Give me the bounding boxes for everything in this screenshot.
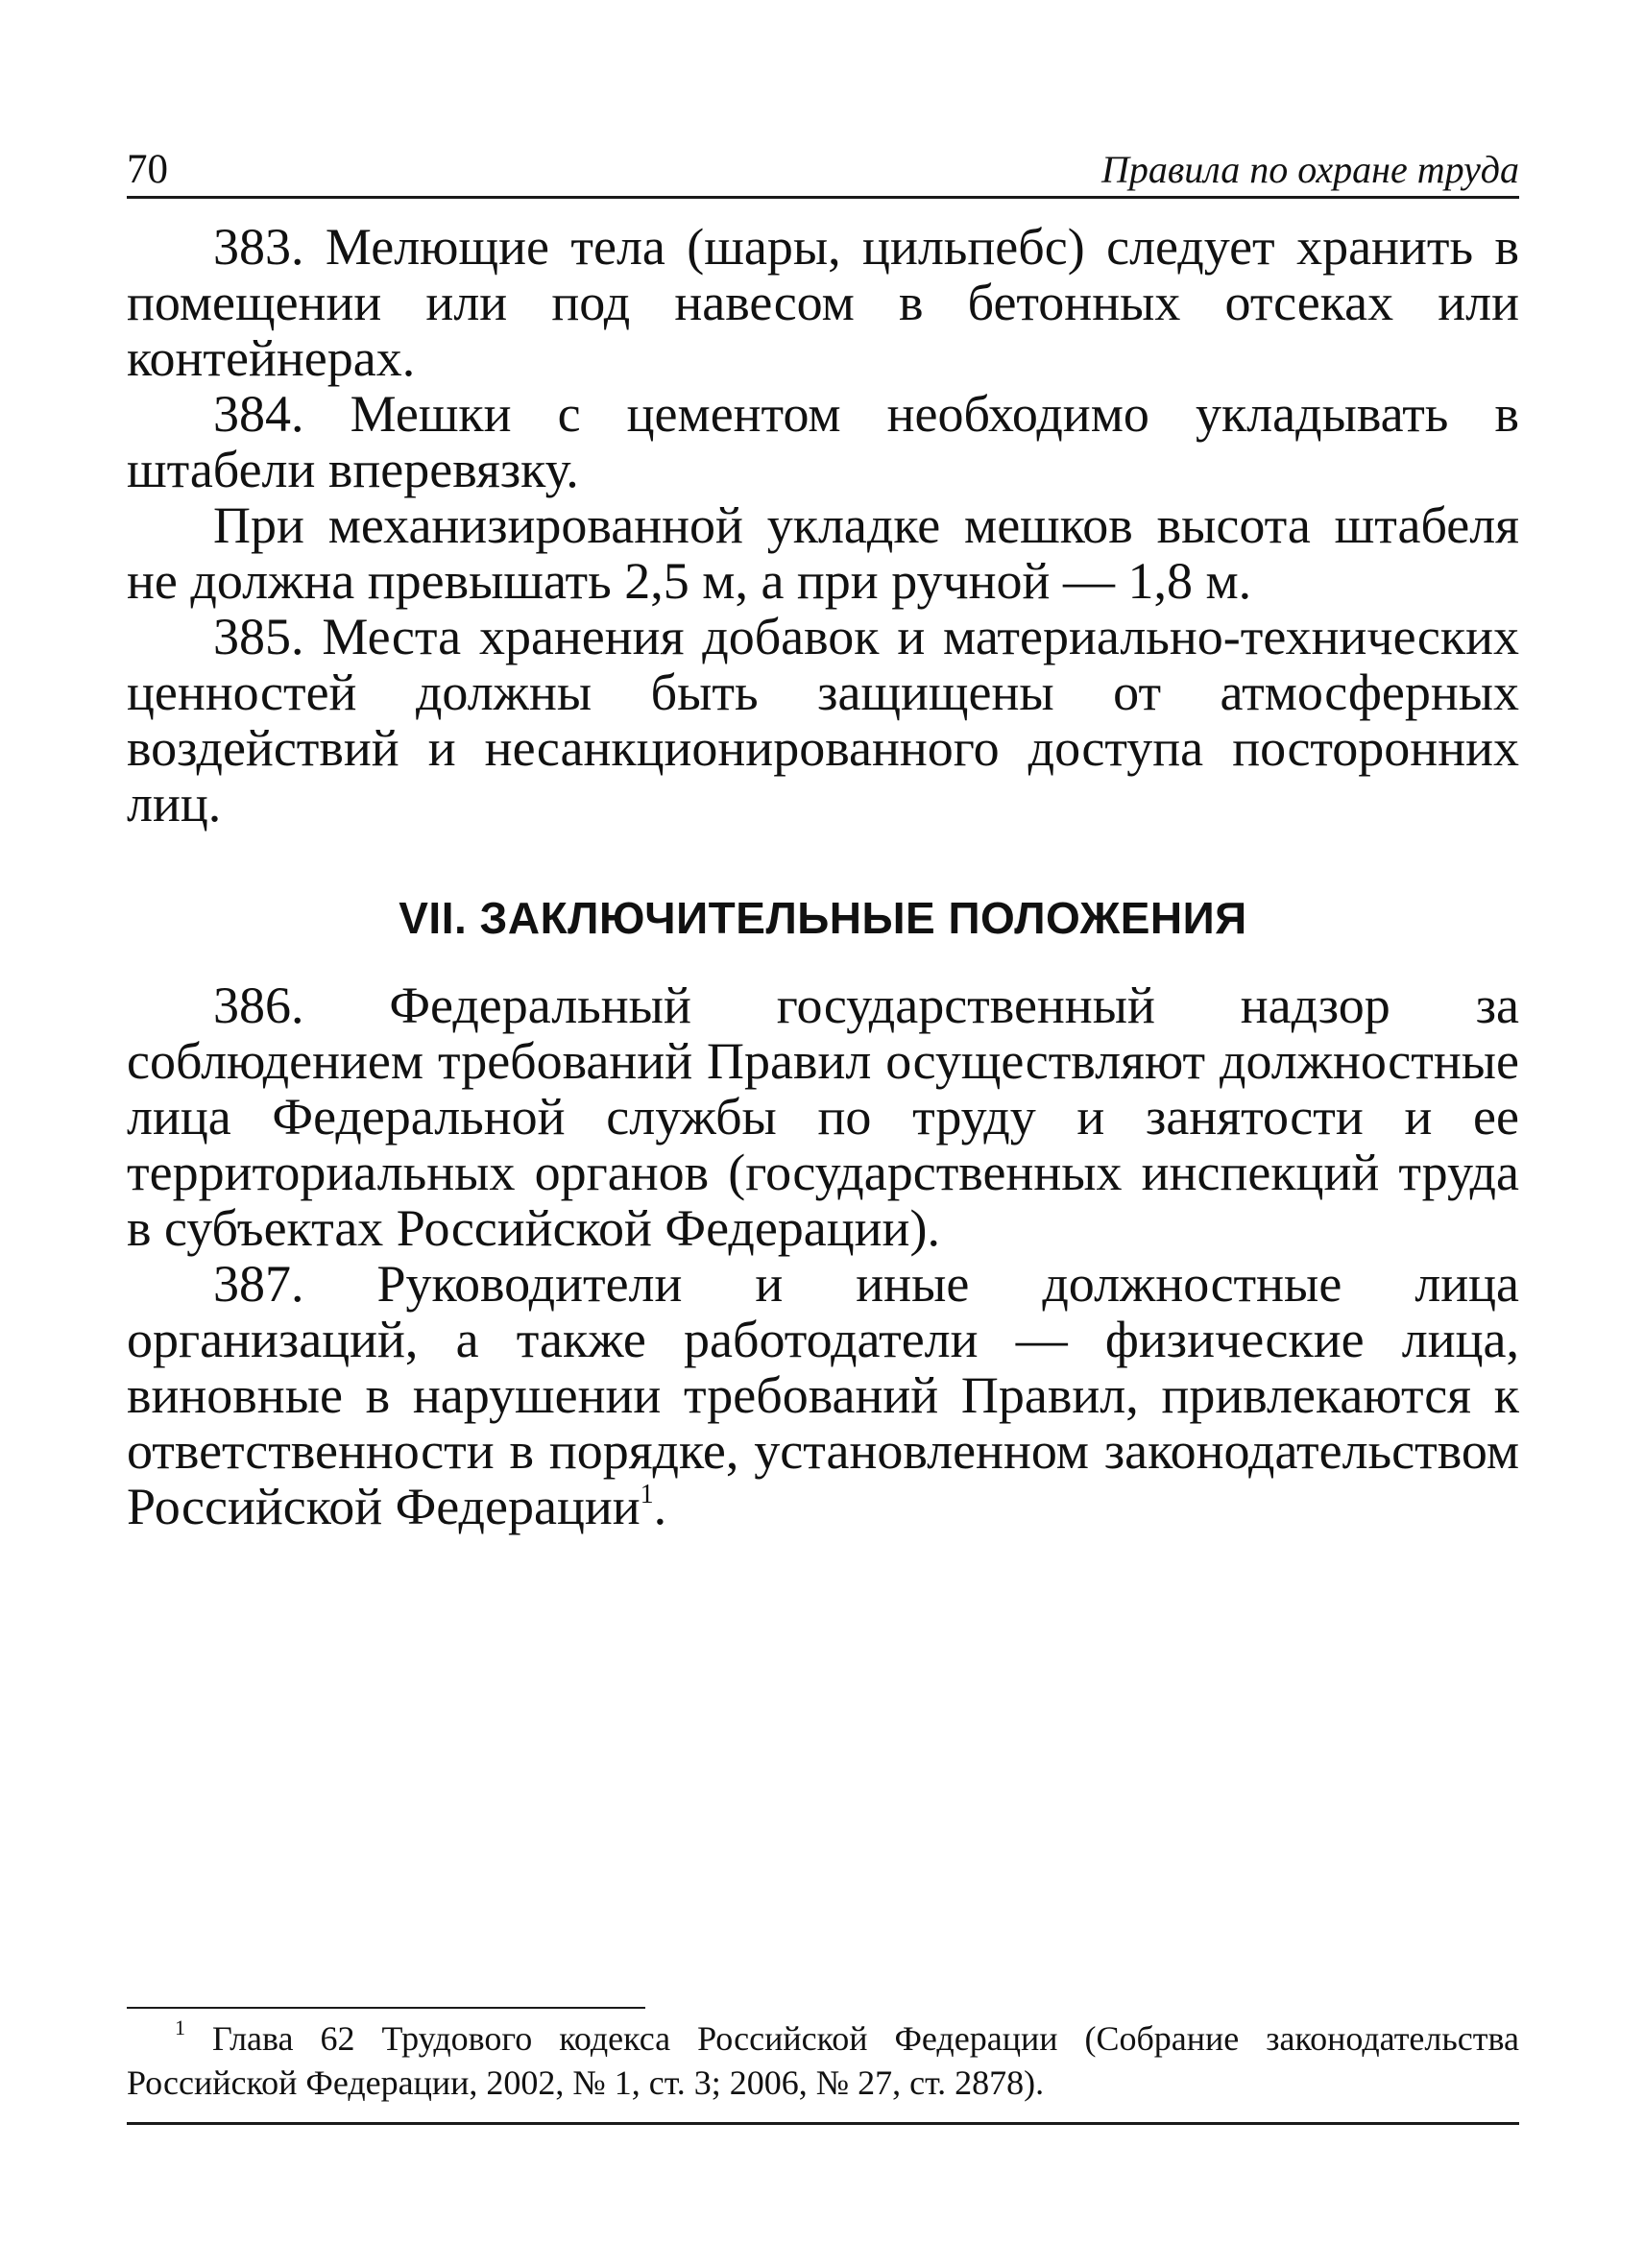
main-text: [127, 219, 1519, 1534]
paragraph-387-end: .: [653, 1478, 667, 1535]
footnote: [127, 2016, 1519, 2105]
footnote-text: Глава 62 Трудового кодекса Российской Федерации (Собрание законодательства Российской Федерации, 2002, № 1, ст. 3; 2006, № 27, ст. 2878).: [127, 2019, 1519, 2102]
paragraph-384: 384. Мешки с цементом необходимо укладывать в штабели вперевязку.: [127, 385, 1519, 498]
paragraph-386: 386. Федеральный государственный надзор за соблюдением требований Правил осуществляют должностные лица Федеральной службы по труду и занятости и ее территориальных органов (государственных инспекций труда в субъектах Российской Федерации).: [127, 977, 1519, 1257]
paragraph-387: [127, 1256, 1519, 1534]
book-page: [127, 0, 1519, 2268]
page-number: 70: [127, 147, 168, 192]
bottom-rule: [127, 2122, 1519, 2125]
paragraph-385: 385. Места хранения добавок и материально-технических ценностей должны быть защищены от атмосферных воздействий и несанкционированного доступа посторонних лиц.: [127, 608, 1519, 832]
paragraph-383: 383. Мелющие тела (шары, цильпебс) следует хранить в помещении или под навесом в бетонных отсеках или контейнерах.: [127, 218, 1519, 387]
footnote-reference[interactable]: 1: [640, 1480, 654, 1509]
paragraph-387-text: 387. Руководители и иные должностные лица организаций, а также работодатели — физические лица, виновные в нарушении требований Правил, привлекаются к ответственности в порядке, установленном законодательством Российской Федерации: [127, 1255, 1519, 1535]
footnote-marker: 1: [175, 2015, 185, 2039]
section-heading: VII. ЗАКЛЮЧИТЕЛЬНЫЕ ПОЛОЖЕНИЯ: [399, 893, 1247, 943]
running-title: Правила по охране труда: [1101, 148, 1519, 191]
running-header: [127, 144, 1519, 199]
paragraph-384-continued: При механизированной укладке мешков высота штабеля не должна превышать 2,5 м, а при ручной — 1,8 м.: [127, 496, 1519, 610]
footnote-separator: [127, 2007, 645, 2009]
